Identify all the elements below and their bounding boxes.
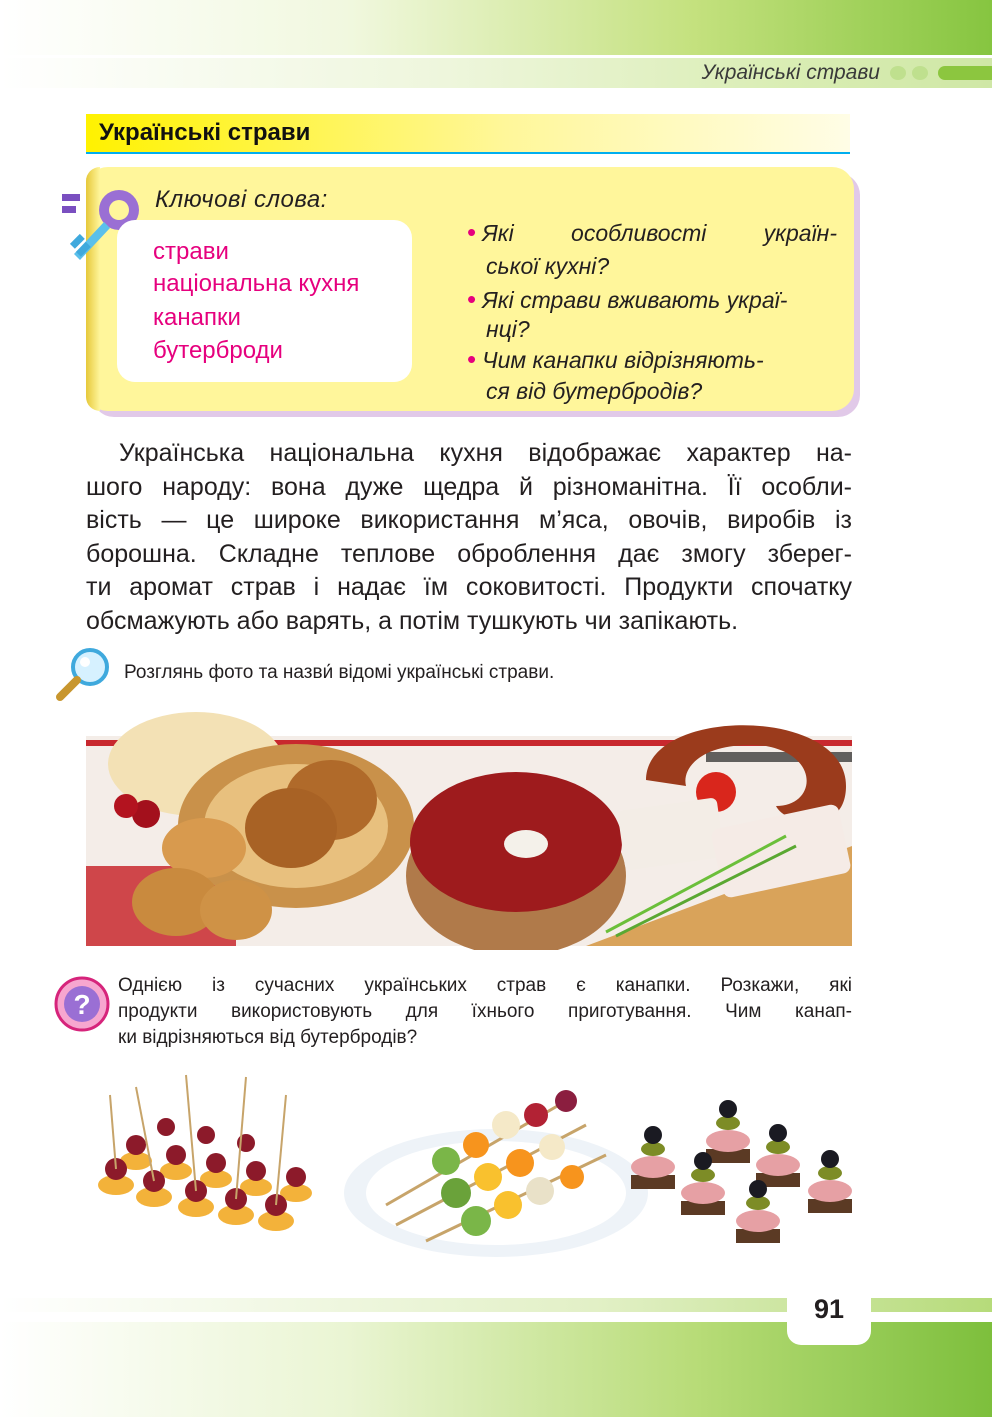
cherry	[114, 794, 138, 818]
question-2-line-1: • Які страви вживають украї-	[467, 284, 788, 314]
meat-canapes	[631, 1100, 852, 1243]
header-pill-icon	[938, 66, 992, 80]
task-line: продукти використовують для їхнього приготування. Чим канап-	[118, 1001, 852, 1022]
body-line: Українська національна кухня відображає характер на-	[119, 439, 852, 467]
body-line: шого народу: вона дуже щедра й різноманітна. Її особли-	[86, 472, 852, 501]
body-paragraph	[86, 437, 852, 638]
canapes-photos	[96, 1065, 866, 1261]
bullet-icon: •	[467, 344, 477, 374]
question-2-line-2: нці?	[486, 316, 530, 342]
task-text	[118, 973, 852, 1051]
keywords-heading: Ключові слова:	[155, 186, 328, 213]
question-1-line-2: ської кухні?	[486, 253, 610, 279]
keyword-item: страви	[153, 238, 229, 265]
page-number: 91	[813, 1294, 845, 1324]
header-dot-icon	[912, 66, 928, 80]
keyword-item: канапки	[153, 304, 241, 331]
cherry-cheese-canapes	[96, 1075, 316, 1245]
header-dot-icon	[890, 66, 906, 80]
running-header-title: Українські страви	[701, 61, 880, 84]
keyword-item: національна кухня	[153, 270, 360, 297]
question-icon	[54, 976, 110, 1032]
observe-caption: Розглянь фото та назви́ відомі українські страви.	[124, 662, 555, 683]
section-title	[86, 114, 850, 152]
body-line: вість — це широке використання м’яса, овочів, виробів із	[86, 506, 852, 534]
pampushka	[245, 788, 337, 868]
bullet-icon: •	[467, 284, 477, 314]
keyword-item: бутерброди	[153, 337, 283, 364]
header-gradient-bar	[0, 0, 992, 55]
syrnyk	[200, 880, 272, 940]
magnifier-icon	[52, 645, 114, 703]
ukrainian-dishes-photo	[86, 696, 852, 950]
question-1-line-1: • Які особливості україн-	[467, 217, 837, 247]
question-3-line-1: • Чим канапки відрізняють-	[467, 344, 764, 374]
bullet-icon: •	[467, 217, 477, 247]
task-line: ки відрізняються від бутербродів?	[118, 1027, 418, 1048]
body-line: борошна. Складне теплове оброблення дає змогу зберег-	[86, 539, 852, 568]
svg-text:?: ?	[73, 989, 91, 1020]
body-line: обсмажують або варять, а потім тушкують чи запікають.	[86, 606, 739, 635]
task-line: Однією із сучасних українських страв є канапки. Розкажи, які	[118, 975, 852, 996]
body-line: ти аромат страв і надає їм соковитості. Продукти спочатку	[86, 573, 852, 601]
section-title-text: Українські страви	[99, 119, 311, 146]
section-rule	[86, 152, 850, 154]
question-3-line-2: ся від бутербродів?	[486, 378, 703, 404]
fruit-skewers-plate	[344, 1090, 648, 1257]
